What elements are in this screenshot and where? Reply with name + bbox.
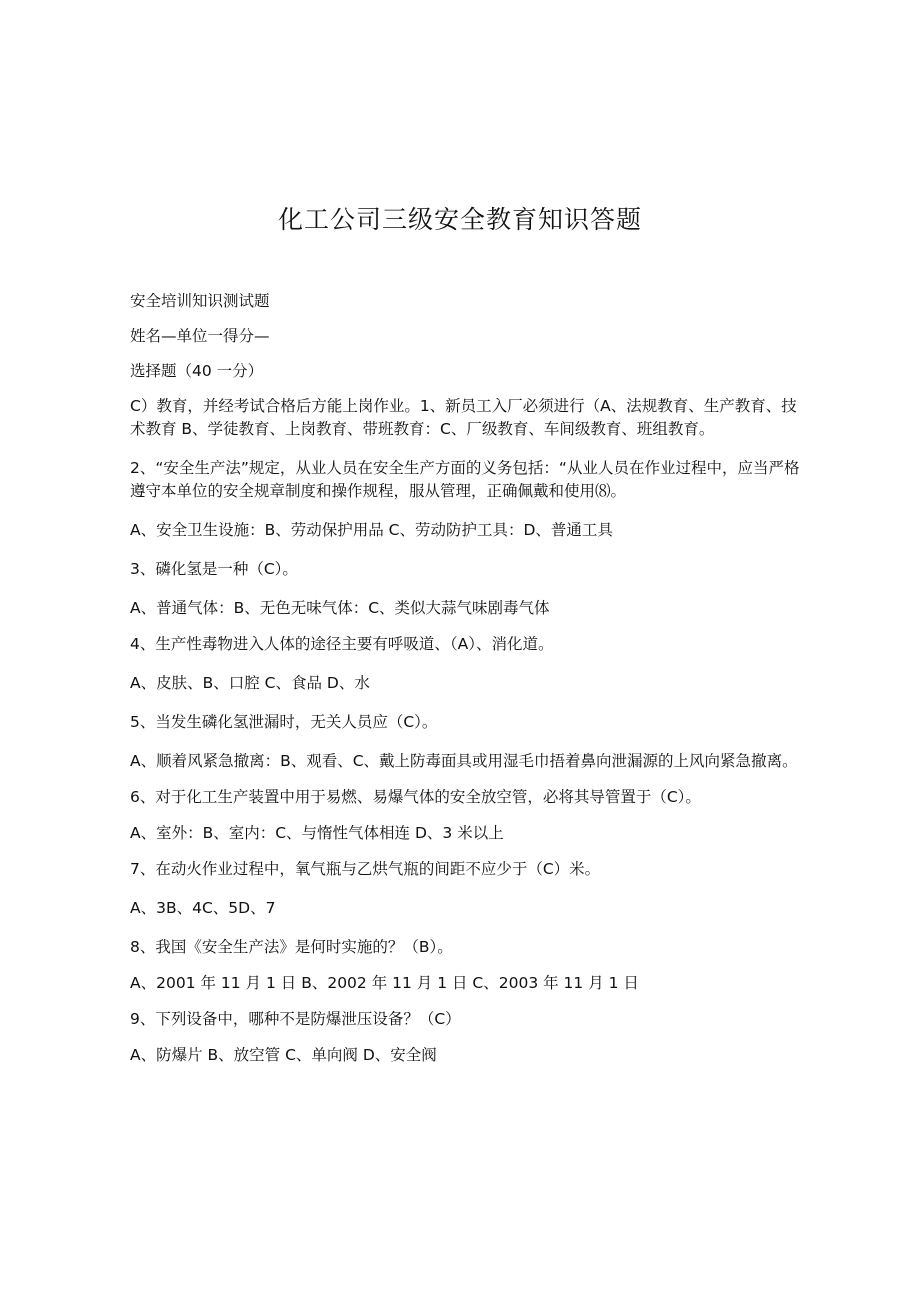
document-body bbox=[130, 290, 800, 1067]
paragraph-question-8: 8、我国《安全生产法》是何时实施的？（B）。 bbox=[130, 938, 453, 956]
paragraph-question-5: 5、当发生磷化氢泄漏时，无关人员应（C）。 bbox=[130, 713, 438, 731]
paragraph-answer-8: A、2001 年 11 月 1 日 B、2002 年 11 月 1 日 C、2003 年 11 月 1 日 bbox=[130, 974, 639, 992]
paragraph-section-heading: 选择题（40 一分） bbox=[130, 362, 264, 380]
paragraph-question-4: 4、生产性毒物进入人体的途径主要有呼吸道、（A）、消化道。 bbox=[130, 635, 554, 653]
paragraph-question-6: 6、对于化工生产装置中用于易燃、易爆气体的安全放空管，必将其导管置于（C）。 bbox=[130, 788, 701, 806]
paragraph-answer-4: A、皮肤、B、口腔 C、食品 D、水 bbox=[130, 674, 370, 692]
paragraph-answer-9: A、防爆片 B、放空管 C、单向阀 D、安全阀 bbox=[130, 1046, 437, 1064]
paragraph-name-fields: 姓名—单位一得分— bbox=[130, 327, 270, 345]
paragraph-question-7: 7、在动火作业过程中，氧气瓶与乙烘气瓶的间距不应少于（C）米。 bbox=[130, 860, 601, 878]
paragraph-question-2: 2、“安全生产法”规定，从业人员在安全生产方面的义务包括：“从业人员在作业过程中，应当严格遵守本单位的安全规章制度和操作规程，服从管理，正确佩戴和使用⑻。 bbox=[130, 459, 800, 500]
paragraph-question-3: 3、磷化氢是一种（C）。 bbox=[130, 560, 298, 578]
paragraph-answer-6: A、室外：B、室内：C、与惰性气体相连 D、3 米以上 bbox=[130, 824, 504, 842]
paragraph-answer-3: A、普通气体：B、无色无味气体：C、类似大蒜气味剧毒气体 bbox=[130, 599, 550, 617]
paragraph-answer-2: A、安全卫生设施：B、劳动保护用品 C、劳动防护工具：D、普通工具 bbox=[130, 521, 613, 539]
paragraph-question-9: 9、下列设备中，哪种不是防爆泄压设备？（C） bbox=[130, 1010, 461, 1028]
paragraph-test-heading: 安全培训知识测试题 bbox=[130, 292, 270, 310]
paragraph-answer-7: A、3B、4C、5D、7 bbox=[130, 899, 276, 917]
paragraph-answer-5: A、顺着风紧急撤离：B、观看、C、戴上防毒面具或用湿毛巾捂着鼻向泄漏源的上风向紧急撤离。 bbox=[130, 752, 798, 770]
document-title: 化工公司三级安全教育知识答题 bbox=[277, 205, 642, 234]
paragraph-question-1: C）教育，并经考试合格后方能上岗作业。1、新员工入厂必须进行（A、法规教育、生产教育、技术教育 B、学徒教育、上岗教育、带班教育：C、厂级教育、车间级教育、班组教育。 bbox=[130, 397, 797, 438]
